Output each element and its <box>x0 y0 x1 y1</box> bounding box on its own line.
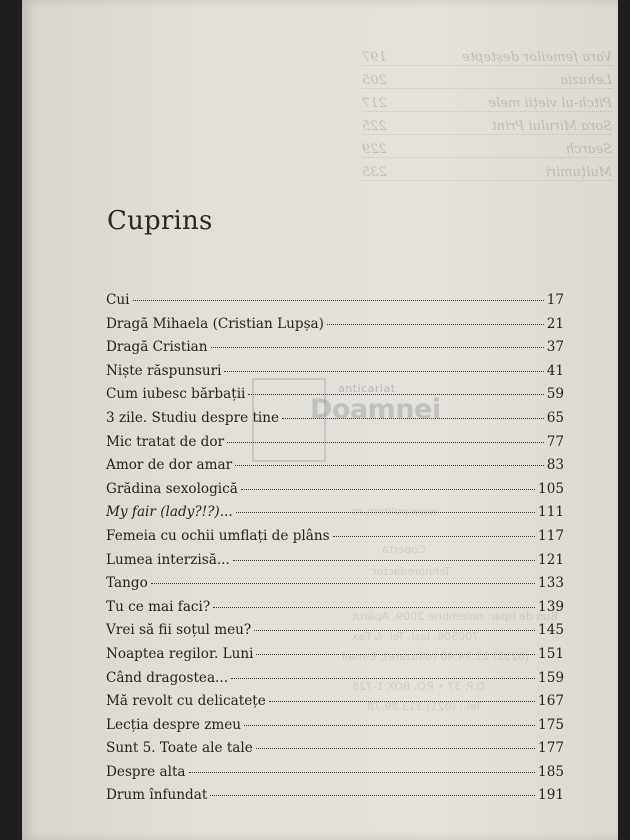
toc-entry-title: Cui <box>106 292 130 308</box>
toc-entry-title: Dragă Mihaela (Cristian Lupșa) <box>106 315 324 332</box>
toc-entry-title: Drum înfundat <box>106 787 208 804</box>
dot-leader <box>151 583 535 584</box>
bleed-imprint-line-6: (0232) 21.74.40 (difuzare); E-mail <box>342 650 530 663</box>
bleed-imprint-line-1: www.polirom.ro <box>352 505 438 518</box>
dot-leader <box>210 795 535 796</box>
toc-entry-page: 65 <box>546 409 564 426</box>
toc-entry-page: 111 <box>538 504 564 521</box>
bleed-through-title: Pitch-ul vieții mele <box>488 96 612 111</box>
toc-entry-title: Sunt 5. Toate ale tale <box>106 740 253 757</box>
bleed-through-page: 225 <box>362 119 387 134</box>
toc-entry-title: Când dragostea... <box>106 669 229 686</box>
toc-entry <box>106 693 564 717</box>
toc-entry <box>106 457 564 481</box>
dot-leader <box>213 607 535 608</box>
toc-entry-title: Niște răspunsuri <box>106 362 222 379</box>
toc-entry <box>106 670 564 694</box>
bleed-through-entry <box>362 142 612 158</box>
toc-entry-page: 151 <box>538 645 564 662</box>
toc-entry-title: Tu ce mai faci? <box>106 598 211 615</box>
toc-entry-page: 159 <box>538 669 564 686</box>
toc-entry <box>106 764 564 788</box>
toc-entry <box>106 481 564 505</box>
toc-entry-page: 83 <box>546 457 564 474</box>
toc-entry-page: 117 <box>538 527 564 544</box>
toc-entry-title: Despre alta <box>106 763 186 780</box>
dot-leader <box>333 536 535 537</box>
toc-entry-title: Grădina sexologică <box>106 480 238 497</box>
toc-entry-title: My fair (lady?!?)... <box>106 504 233 521</box>
toc-entry-page: 139 <box>538 598 564 615</box>
watermark-small-text: anticariat <box>338 382 396 395</box>
toc-entry-page: 105 <box>538 480 564 497</box>
bleed-imprint-line-7: O.P. 37 • P.O. BOX 1-728 <box>352 680 486 693</box>
bleed-imprint-line-4: Bun de tipar: noiembrie 2009. Apărut <box>352 610 558 623</box>
bleed-through-page: 197 <box>362 50 387 65</box>
toc-entry-title: Cum iubesc bărbații <box>106 386 246 403</box>
bleed-through-entry <box>362 73 612 89</box>
toc-entry <box>106 646 564 670</box>
toc-entry-page: 21 <box>546 315 564 332</box>
toc-entry-page: 59 <box>546 386 564 403</box>
bleed-through-page: 217 <box>362 96 387 111</box>
bleed-through-toc <box>362 50 612 210</box>
toc-entry-page: 133 <box>538 575 564 592</box>
toc-entry <box>106 292 564 316</box>
toc-entry <box>106 787 564 811</box>
toc-entry-page: 175 <box>538 716 564 733</box>
dot-leader <box>189 772 536 773</box>
toc-entry <box>106 339 564 363</box>
toc-entry-page: 167 <box>538 693 564 710</box>
toc-entry-title: Vrei să fii soțul meu? <box>106 622 252 639</box>
bleed-through-entry <box>362 119 612 135</box>
dot-leader <box>327 324 544 325</box>
dot-leader <box>233 560 535 561</box>
toc-entry-page: 17 <box>546 292 564 308</box>
toc-entry-page: 191 <box>538 787 564 804</box>
bleed-imprint-line-5: 700506, Iași, Tel. & Fax <box>352 630 480 643</box>
toc-entry <box>106 504 564 528</box>
toc-entry-page: 185 <box>538 763 564 780</box>
toc-entry <box>106 552 564 576</box>
dot-leader <box>133 300 544 301</box>
dot-leader <box>256 654 535 655</box>
toc-entry-title: Noaptea regilor. Luni <box>106 645 254 662</box>
bleed-through-title: Lehuzia <box>560 73 612 88</box>
bleed-through-title: Vara femeilor deștepte <box>462 50 612 65</box>
bleed-through-page: 235 <box>362 165 387 180</box>
dot-leader <box>256 748 535 749</box>
toc-entry-title: Lecția despre zmeu <box>106 716 242 733</box>
dot-leader <box>235 465 544 466</box>
bleed-through-title: Mulțumiri <box>545 165 612 180</box>
dot-leader <box>224 371 543 372</box>
toc-entry <box>106 717 564 741</box>
toc-entry <box>106 599 564 623</box>
toc-entry-page: 37 <box>546 339 564 356</box>
toc-entry <box>106 316 564 340</box>
toc-entry-page: 145 <box>538 622 564 639</box>
dot-leader <box>231 678 535 679</box>
toc-entry <box>106 622 564 646</box>
bleed-through-entry <box>362 165 612 181</box>
dot-leader <box>254 630 535 631</box>
toc-entry-title: Lumea interzisă... <box>106 551 230 568</box>
dot-leader <box>241 489 535 490</box>
toc-entry-title: Femeia cu ochii umflați de plâns <box>106 527 330 544</box>
bleed-through-page: 205 <box>362 73 387 88</box>
toc-entry-title: Tango <box>106 575 148 592</box>
book-page <box>22 0 618 840</box>
page-title: Cuprins <box>107 206 213 236</box>
dot-leader <box>244 725 535 726</box>
toc-entry-title: 3 zile. Studiu despre tine <box>106 409 280 426</box>
toc-entry-page: 77 <box>546 433 564 450</box>
toc-entry-title: Dragă Cristian <box>106 339 208 356</box>
bleed-imprint-line-2: Coperta <box>382 543 426 556</box>
watermark-big-text: Doamnei <box>310 394 441 425</box>
table-of-contents <box>106 292 564 811</box>
dot-leader <box>269 701 535 702</box>
bleed-through-page: 229 <box>362 142 387 157</box>
bleed-imprint-line-8: Tel.: (021) 313.89.78 <box>367 700 482 713</box>
dot-leader <box>211 347 544 348</box>
bleed-through-title: Sora Mirului Print <box>491 119 612 134</box>
anticariat-watermark <box>252 378 441 460</box>
toc-entry <box>106 528 564 552</box>
toc-entry-title: Mă revolt cu delicatețe <box>106 693 266 710</box>
toc-entry-page: 41 <box>546 362 564 379</box>
bleed-imprint-line-3: Tehnoredactor <box>372 565 451 578</box>
bleed-through-entry <box>362 96 612 112</box>
bleed-through-title: Search <box>565 142 612 157</box>
toc-entry-page: 177 <box>538 740 564 757</box>
bleed-through-entry <box>362 50 612 66</box>
toc-entry-title: Amor de dor amar <box>106 457 233 474</box>
toc-entry-page: 121 <box>538 551 564 568</box>
toc-entry <box>106 740 564 764</box>
toc-entry <box>106 575 564 599</box>
dot-leader <box>236 512 535 513</box>
toc-entry-title: Mic tratat de dor <box>106 433 225 450</box>
